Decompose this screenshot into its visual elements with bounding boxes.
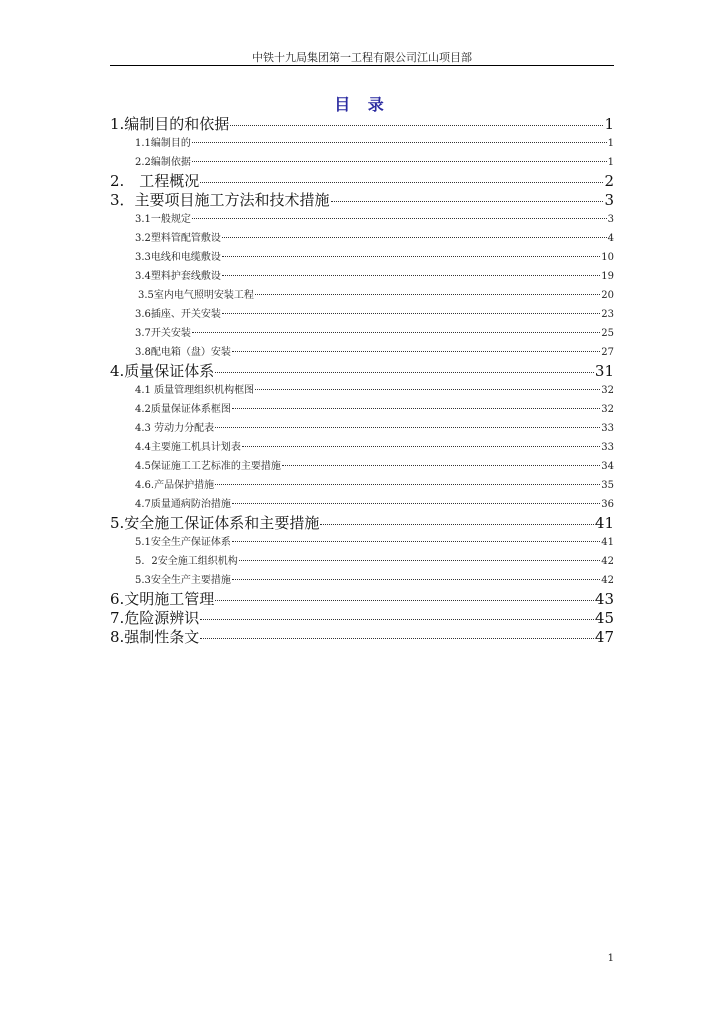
toc-chapter-entry[interactable] [110, 590, 614, 609]
toc-chapter-entry[interactable] [110, 191, 614, 210]
toc-entry-page: 32 [601, 385, 614, 396]
toc-entry-label: 4.5保证施工工艺标准的主要措施 [135, 461, 281, 472]
toc-entry-label: 5.1安全生产保证体系 [135, 537, 231, 548]
toc-chapter-entry[interactable] [110, 609, 614, 628]
toc-entry-label: 2. 工程概况 [110, 172, 200, 190]
toc-entry-page: 1 [607, 138, 614, 149]
toc-entry-page: 19 [601, 271, 614, 282]
toc-chapter-entry[interactable] [110, 115, 614, 134]
toc-section-entry[interactable] [110, 571, 614, 590]
toc-entry-label: 3.7开关安装 [135, 328, 191, 339]
toc-entry-page: 1 [607, 157, 614, 168]
toc-entry-label: 1.1编制目的 [135, 138, 191, 149]
toc-section-entry[interactable] [110, 552, 614, 571]
toc-entry-label: 5.3安全生产主要措施 [135, 575, 231, 586]
toc-entry-page: 1 [604, 115, 614, 133]
toc-leader-dots [215, 372, 594, 373]
toc-section-entry[interactable] [110, 533, 614, 552]
toc-entry-label: 2.2编制依据 [135, 157, 191, 168]
toc-entry-page: 25 [601, 328, 614, 339]
toc-entry-label: 4.6.产品保护措施 [135, 480, 215, 491]
toc-entry-page: 42 [601, 575, 614, 586]
toc-section-entry[interactable] [110, 286, 614, 305]
toc-entry-label: 1.编制目的和依据 [110, 115, 230, 133]
toc-section-entry[interactable] [110, 153, 614, 172]
toc-section-entry[interactable] [110, 457, 614, 476]
toc-entry-page: 3 [607, 214, 614, 225]
toc-leader-dots [215, 427, 600, 428]
toc-section-entry[interactable] [110, 134, 614, 153]
toc-entry-page: 42 [601, 556, 614, 567]
toc-leader-dots [255, 294, 600, 295]
toc-entry-page: 3 [604, 191, 614, 209]
toc-chapter-entry[interactable] [110, 628, 614, 647]
page-number: 1 [607, 953, 614, 964]
toc-entry-label: 3.6插座、开关安装 [135, 309, 221, 320]
toc-entry-label: 8.强制性条文 [110, 628, 200, 646]
toc-entry-label: 3.4塑料护套线敷设 [135, 271, 221, 282]
toc-entry-label: 3.8配电箱（盘）安装 [135, 347, 231, 358]
toc-chapter-entry[interactable] [110, 514, 614, 533]
toc-section-entry[interactable] [110, 210, 614, 229]
toc-section-entry[interactable] [110, 495, 614, 514]
toc-entry-page: 33 [601, 442, 614, 453]
toc-leader-dots [222, 275, 600, 276]
toc-leader-dots [222, 237, 607, 238]
toc-entry-label: 5.安全施工保证体系和主要措施 [110, 514, 320, 532]
toc-section-entry[interactable] [110, 229, 614, 248]
toc-leader-dots [232, 541, 600, 542]
toc-leader-dots [232, 503, 600, 504]
toc-entry-page: 34 [601, 461, 614, 472]
toc-leader-dots [200, 182, 603, 183]
toc-entry-label: 3.2塑料管配管敷设 [135, 233, 221, 244]
toc-section-entry[interactable] [110, 419, 614, 438]
toc-title: 目 录 [334, 95, 390, 114]
toc-entry-label: 4.7质量通病防治措施 [135, 499, 231, 510]
toc-entry-label: 4.3 劳动力分配表 [135, 423, 215, 434]
toc-entry-page: 33 [601, 423, 614, 434]
running-header: 中铁十九局集团第一工程有限公司江山项目部 [252, 51, 472, 64]
toc-leader-dots [255, 389, 600, 390]
toc-section-entry[interactable] [110, 343, 614, 362]
toc-entry-page: 4 [607, 233, 614, 244]
toc-section-entry[interactable] [110, 381, 614, 400]
toc-leader-dots [232, 579, 600, 580]
toc-leader-dots [215, 600, 594, 601]
toc-entry-label: 3.5室内电气照明安装工程 [138, 290, 254, 301]
toc-leader-dots [192, 161, 607, 162]
toc-entry-label: 7.危险源辨识 [110, 609, 200, 627]
toc-leader-dots [331, 201, 604, 202]
toc-leader-dots [192, 218, 607, 219]
toc-entry-label: 4.4主要施工机具计划表 [135, 442, 241, 453]
toc-chapter-entry[interactable] [110, 362, 614, 381]
toc-entry-label: 3.3电线和电缆敷设 [135, 252, 221, 263]
toc-entry-label: 6.文明施工管理 [110, 590, 215, 608]
table-of-contents [110, 115, 614, 647]
toc-leader-dots [200, 619, 594, 620]
toc-entry-page: 36 [601, 499, 614, 510]
toc-entry-label: 3．主要项目施工方法和技术措施 [110, 191, 330, 209]
toc-leader-dots [232, 408, 600, 409]
toc-entry-page: 32 [601, 404, 614, 415]
toc-entry-page: 31 [594, 362, 614, 380]
toc-section-entry[interactable] [110, 305, 614, 324]
toc-leader-dots [222, 313, 600, 314]
toc-leader-dots [239, 560, 601, 561]
toc-section-entry[interactable] [110, 248, 614, 267]
toc-section-entry[interactable] [110, 267, 614, 286]
toc-entry-page: 10 [601, 252, 614, 263]
toc-entry-page: 35 [601, 480, 614, 491]
toc-entry-label: 5．2安全施工组织机构 [135, 556, 238, 567]
toc-leader-dots [215, 484, 600, 485]
toc-entry-label: 4.1 质量管理组织机构框图 [135, 385, 255, 396]
toc-entry-page: 23 [601, 309, 614, 320]
toc-entry-page: 2 [604, 172, 614, 190]
toc-entry-label: 4.质量保证体系 [110, 362, 215, 380]
toc-entry-page: 20 [601, 290, 614, 301]
toc-entry-label: 3.1一般规定 [135, 214, 191, 225]
toc-entry-label: 4.2质量保证体系框图 [135, 404, 231, 415]
toc-section-entry[interactable] [110, 438, 614, 457]
toc-leader-dots [242, 446, 600, 447]
toc-leader-dots [232, 351, 600, 352]
toc-entry-page: 41 [601, 537, 614, 548]
toc-section-entry[interactable] [110, 476, 614, 495]
toc-entry-page: 43 [594, 590, 614, 608]
toc-leader-dots [282, 465, 600, 466]
toc-entry-page: 45 [594, 609, 614, 627]
toc-section-entry[interactable] [110, 400, 614, 419]
toc-leader-dots [192, 332, 600, 333]
toc-leader-dots [222, 256, 600, 257]
toc-leader-dots [200, 638, 594, 639]
header-rule [110, 65, 614, 66]
toc-chapter-entry[interactable] [110, 172, 614, 191]
toc-entry-page: 27 [601, 347, 614, 358]
toc-leader-dots [192, 142, 607, 143]
toc-leader-dots [320, 524, 594, 525]
toc-leader-dots [230, 125, 603, 126]
toc-entry-page: 41 [594, 514, 614, 532]
toc-entry-page: 47 [594, 628, 614, 646]
toc-section-entry[interactable] [110, 324, 614, 343]
